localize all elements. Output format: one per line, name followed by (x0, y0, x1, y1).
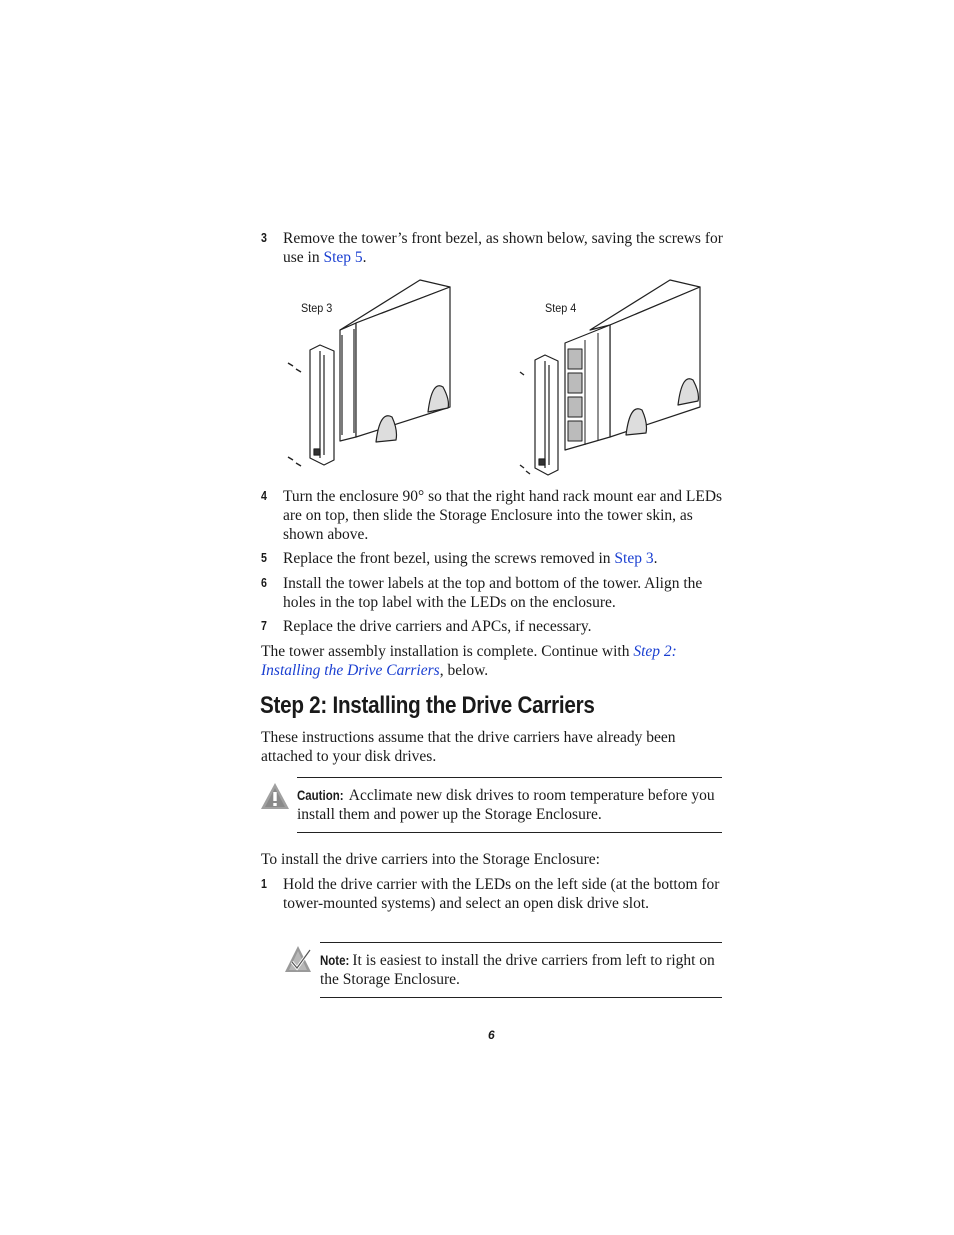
step-3-link[interactable]: Step 3 (614, 550, 654, 567)
front-bezel (310, 345, 334, 465)
install-intro: To install the drive carriers into the Storage Enclosure: (261, 851, 600, 868)
caution-text: Caution: Acclimate new disk drives to room temperature before you install them and power up the Storage Enclosure. (297, 787, 715, 823)
step-5-link[interactable]: Step 5 (323, 249, 363, 266)
intro-paragraph: These instructions assume that the drive carriers have already been attached to your disk drives. (261, 729, 676, 765)
note-top-rule (320, 942, 722, 943)
tower-assembly-illustration (280, 265, 720, 480)
step-text: Hold the drive carrier with the LEDs on the left side (at the bottom for tower-mounted systems) and select an open disk drive slot. (283, 876, 720, 912)
step-text: Turn the enclosure 90° so that the right hand rack mount ear and LEDs are on top, then slide the Storage Enclosure into the tower skin, as shown above. (283, 488, 723, 543)
tower-skin-side (356, 287, 450, 437)
completion-paragraph: The tower assembly installation is complete. Continue with Step 2: Installing the Drive Carriers, below. (261, 643, 677, 679)
figure-label-step-3: Step 3 (301, 301, 333, 315)
step-2-link[interactable]: Step 2: Installing the Drive Carriers (261, 643, 677, 679)
note-text: Note: It is easiest to install the drive carriers from left to right on the Storage Enclosure. (320, 952, 715, 988)
step-number: 1 (261, 877, 267, 891)
step-number: 7 (261, 619, 267, 633)
caution-icon (260, 782, 290, 810)
step-number: 3 (261, 231, 267, 245)
step-number: 5 (261, 551, 267, 565)
note-checkmark-icon (283, 944, 313, 974)
step-text: Replace the drive carriers and APCs, if necessary. (283, 618, 592, 635)
front-bezel (535, 355, 558, 475)
section-heading: Step 2: Installing the Drive Carriers (260, 692, 595, 719)
note-bottom-rule (320, 997, 722, 998)
step-text: Remove the tower’s front bezel, as shown below, saving the screws for use in Step 5. (283, 230, 723, 266)
caution-top-rule (297, 777, 722, 778)
step-number: 4 (261, 489, 267, 503)
figure (280, 265, 720, 480)
step-text: Install the tower labels at the top and bottom of the tower. Align the holes in the top label with the LEDs on the enclosure. (283, 575, 703, 611)
figure-label-step-4: Step 4 (545, 301, 577, 315)
step-text: Replace the front bezel, using the screws removed in Step 3. (283, 550, 658, 567)
step-number: 6 (261, 576, 267, 590)
page-number: 6 (488, 1028, 495, 1042)
caution-bottom-rule (297, 832, 722, 833)
